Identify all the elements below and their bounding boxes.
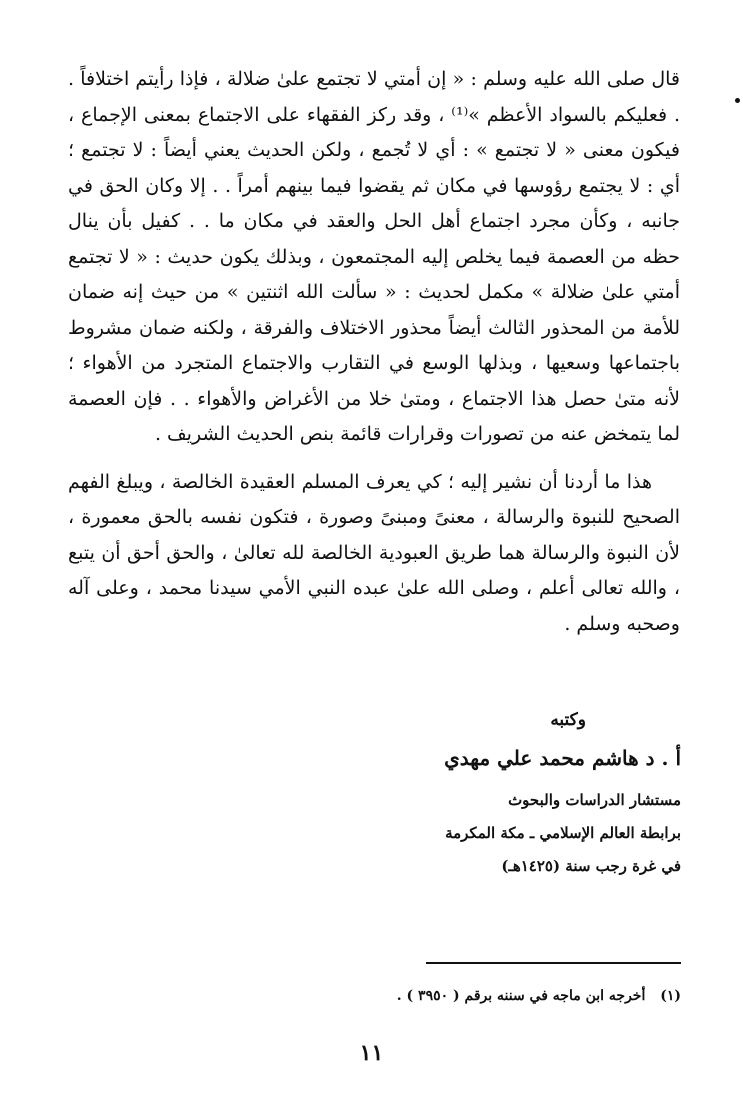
footnote-divider <box>426 962 681 964</box>
page-number: ١١ <box>359 1040 384 1066</box>
footnote-marker: (١) <box>660 988 681 1004</box>
footnote <box>81 988 681 1004</box>
signature-block <box>281 702 681 883</box>
footnote-text: أخرجه ابن ماجه في سننه برقم ( ٣٩٥٠ ) . <box>396 988 646 1004</box>
margin-dot <box>735 98 740 103</box>
signature-date: في غرة رجب سنة (١٤٢٥هـ) <box>501 857 681 875</box>
signature-heading: وكتبه <box>550 710 586 730</box>
author-organization: برابطة العالم الإسلامي ـ مكة المكرمة <box>445 824 681 842</box>
main-text <box>68 62 680 642</box>
paragraph-2: هذا ما أردنا أن نشير إليه ؛ كي يعرف المسلم العقيدة الخالصة ، ويبلغ الفهم الصحيح للنبوة والرسالة ، معنىً ومبنىً وصورة ، فتكون نفسه بالحق معمورة ، لأن النبوة والرسالة هما طريق العبودية الخالصة لله تعالىٰ ، والحق أحق أن يتبع ، والله تعالى أعلم ، وصلى الله علىٰ عبده النبي الأمي سيدنا محمد ، وعلى آله وصحبه وسلم . <box>68 470 680 635</box>
author-name: أ . د هاشم محمد علي مهدي <box>444 746 681 770</box>
author-title: مستشار الدراسات والبحوث <box>508 791 681 809</box>
paragraph-1: قال صلى الله عليه وسلم : « إن أمتي لا تجتمع علىٰ ضلالة ، فإذا رأيتم اختلافاً . . فعليكم بالسواد الأعظم »⁽¹⁾ ، وقد ركز الفقهاء على الاجتماع بمعنى الإجماع ، فيكون معنى « لا تجتمع » : أي لا تُجمع ، ولكن الحديث يعني أيضاً : لا تجتمع ؛ أي : لا يجتمع رؤوسها في مكان ثم يقضوا فيما بينهم أمراً . . إلا وكان الحق في جانبه ، وكأن مجرد اجتماع أهل الحل والعقد في مكان ما . . كفيل بأن ينال حظه من العصمة فيما يخلص إليه المجتمعون ، وبذلك يكون حديث : « لا تجتمع أمتي علىٰ ضلالة » مكمل لحديث : « سألت الله اثنتين » من حيث إنه ضمان للأمة من المحذور الثالث أيضاً محذور الاختلاف والفرقة ، ولكنه ضمان مشروط باجتماعها وسعيها ، وبذلها الوسع في التقارب والاجتماع المتجرد من الأهواء ؛ لأنه متىٰ حصل هذا الاجتماع ، ومتىٰ خلا من الأغراض والأهواء . . فإن العصمة لما يتمخض عنه من تصورات وقرارات قائمة بنص الحديث الشريف . <box>68 68 681 445</box>
